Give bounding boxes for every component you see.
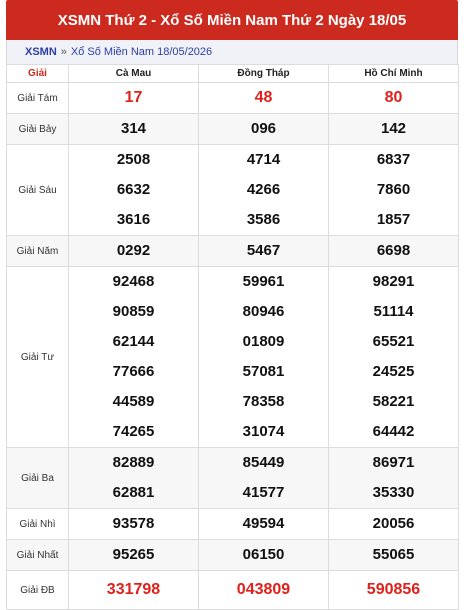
lottery-number: 4266 — [246, 181, 281, 198]
lottery-number: 95265 — [112, 546, 155, 563]
result-cell — [69, 267, 199, 448]
lottery-number: 59961 — [242, 273, 285, 290]
breadcrumb-root-link[interactable]: XSMN — [25, 46, 57, 58]
result-cell — [329, 571, 459, 610]
prize-row — [7, 571, 459, 610]
result-cell — [199, 145, 329, 236]
prize-label: Giải Năm — [7, 236, 69, 267]
prize-row — [7, 83, 459, 114]
lottery-number: 80 — [384, 89, 403, 106]
result-cell — [329, 448, 459, 509]
result-cell — [329, 509, 459, 540]
prize-label: Giải ĐB — [7, 571, 69, 610]
lottery-number: 98291 — [372, 273, 415, 290]
lottery-number: 77666 — [112, 363, 155, 380]
lottery-number: 35330 — [372, 484, 415, 501]
results-panel — [6, 0, 458, 610]
prize-label: Giải Tám — [7, 83, 69, 114]
province-header-dong-thap[interactable]: Đồng Tháp — [199, 65, 329, 83]
lottery-number: 20056 — [372, 515, 415, 532]
province-header-ca-mau[interactable]: Cà Mau — [69, 65, 199, 83]
lottery-number: 44589 — [112, 393, 155, 410]
lottery-number: 92468 — [112, 273, 155, 290]
prize-row — [7, 267, 459, 448]
result-cell — [69, 509, 199, 540]
prize-label: Giải Ba — [7, 448, 69, 509]
result-cell — [69, 83, 199, 114]
lottery-number: 6632 — [116, 181, 151, 198]
lottery-number: 65521 — [372, 333, 415, 350]
prize-row — [7, 448, 459, 509]
result-cell — [329, 540, 459, 571]
results-table — [6, 64, 459, 610]
lottery-number: 043809 — [236, 581, 291, 598]
lottery-number: 0292 — [116, 242, 151, 259]
table-header-row — [7, 65, 459, 83]
breadcrumb-separator: » — [60, 46, 67, 58]
province-header-ho-chi-minh[interactable]: Hồ Chí Minh — [329, 65, 459, 83]
lottery-number: 3586 — [246, 211, 281, 228]
lottery-number: 62144 — [112, 333, 155, 350]
lottery-number: 82889 — [112, 454, 155, 471]
prize-row — [7, 540, 459, 571]
lottery-number: 48 — [254, 89, 273, 106]
lottery-number: 6837 — [376, 151, 411, 168]
lottery-number: 331798 — [106, 581, 161, 598]
result-cell — [69, 114, 199, 145]
prize-label: Giải Sáu — [7, 145, 69, 236]
lottery-number: 4714 — [246, 151, 281, 168]
lottery-number: 62881 — [112, 484, 155, 501]
lottery-number: 314 — [120, 120, 147, 137]
prize-row — [7, 236, 459, 267]
lottery-number: 17 — [124, 89, 143, 106]
lottery-number: 1857 — [376, 211, 411, 228]
result-cell — [329, 83, 459, 114]
lottery-number: 86971 — [372, 454, 415, 471]
lottery-number: 01809 — [242, 333, 285, 350]
result-cell — [69, 540, 199, 571]
result-cell — [329, 145, 459, 236]
lottery-number: 5467 — [246, 242, 281, 259]
lottery-number: 06150 — [242, 546, 285, 563]
lottery-number: 096 — [250, 120, 277, 137]
lottery-number: 142 — [380, 120, 407, 137]
prize-label: Giải Nhất — [7, 540, 69, 571]
lottery-number: 78358 — [242, 393, 285, 410]
result-cell — [199, 571, 329, 610]
page-title: XSMN Thứ 2 - Xổ Số Miền Nam Thứ 2 Ngày 18/05 — [6, 0, 458, 40]
prize-label: Giải Nhì — [7, 509, 69, 540]
breadcrumb-current-link[interactable]: Xổ Số Miền Nam 18/05/2026 — [70, 46, 213, 58]
result-cell — [199, 540, 329, 571]
lottery-number: 64442 — [372, 423, 415, 440]
lottery-number: 2508 — [116, 151, 151, 168]
lottery-number: 3616 — [116, 211, 151, 228]
breadcrumb — [6, 40, 458, 64]
result-cell — [69, 236, 199, 267]
prize-row — [7, 145, 459, 236]
result-cell — [199, 509, 329, 540]
result-cell — [329, 267, 459, 448]
lottery-number: 80946 — [242, 303, 285, 320]
lottery-number: 41577 — [242, 484, 285, 501]
lottery-number: 49594 — [242, 515, 285, 532]
lottery-number: 7860 — [376, 181, 411, 198]
lottery-number: 93578 — [112, 515, 155, 532]
result-cell — [199, 236, 329, 267]
lottery-number: 590856 — [366, 581, 421, 598]
lottery-number: 58221 — [372, 393, 415, 410]
result-cell — [329, 236, 459, 267]
result-cell — [199, 114, 329, 145]
lottery-number: 51114 — [373, 303, 414, 320]
lottery-number: 24525 — [372, 363, 415, 380]
prize-row — [7, 114, 459, 145]
lottery-number: 85449 — [242, 454, 285, 471]
result-cell — [199, 448, 329, 509]
result-cell — [69, 145, 199, 236]
result-cell — [69, 448, 199, 509]
lottery-number: 90859 — [112, 303, 155, 320]
prize-label: Giải Tư — [7, 267, 69, 448]
lottery-number: 31074 — [242, 423, 285, 440]
prize-column-header: Giải — [7, 65, 69, 83]
prize-row — [7, 509, 459, 540]
result-cell — [69, 571, 199, 610]
lottery-number: 55065 — [372, 546, 415, 563]
result-cell — [329, 114, 459, 145]
lottery-number: 57081 — [242, 363, 285, 380]
result-cell — [199, 83, 329, 114]
lottery-number: 6698 — [376, 242, 411, 259]
result-cell — [199, 267, 329, 448]
lottery-number: 74265 — [112, 423, 155, 440]
prize-label: Giải Bảy — [7, 114, 69, 145]
